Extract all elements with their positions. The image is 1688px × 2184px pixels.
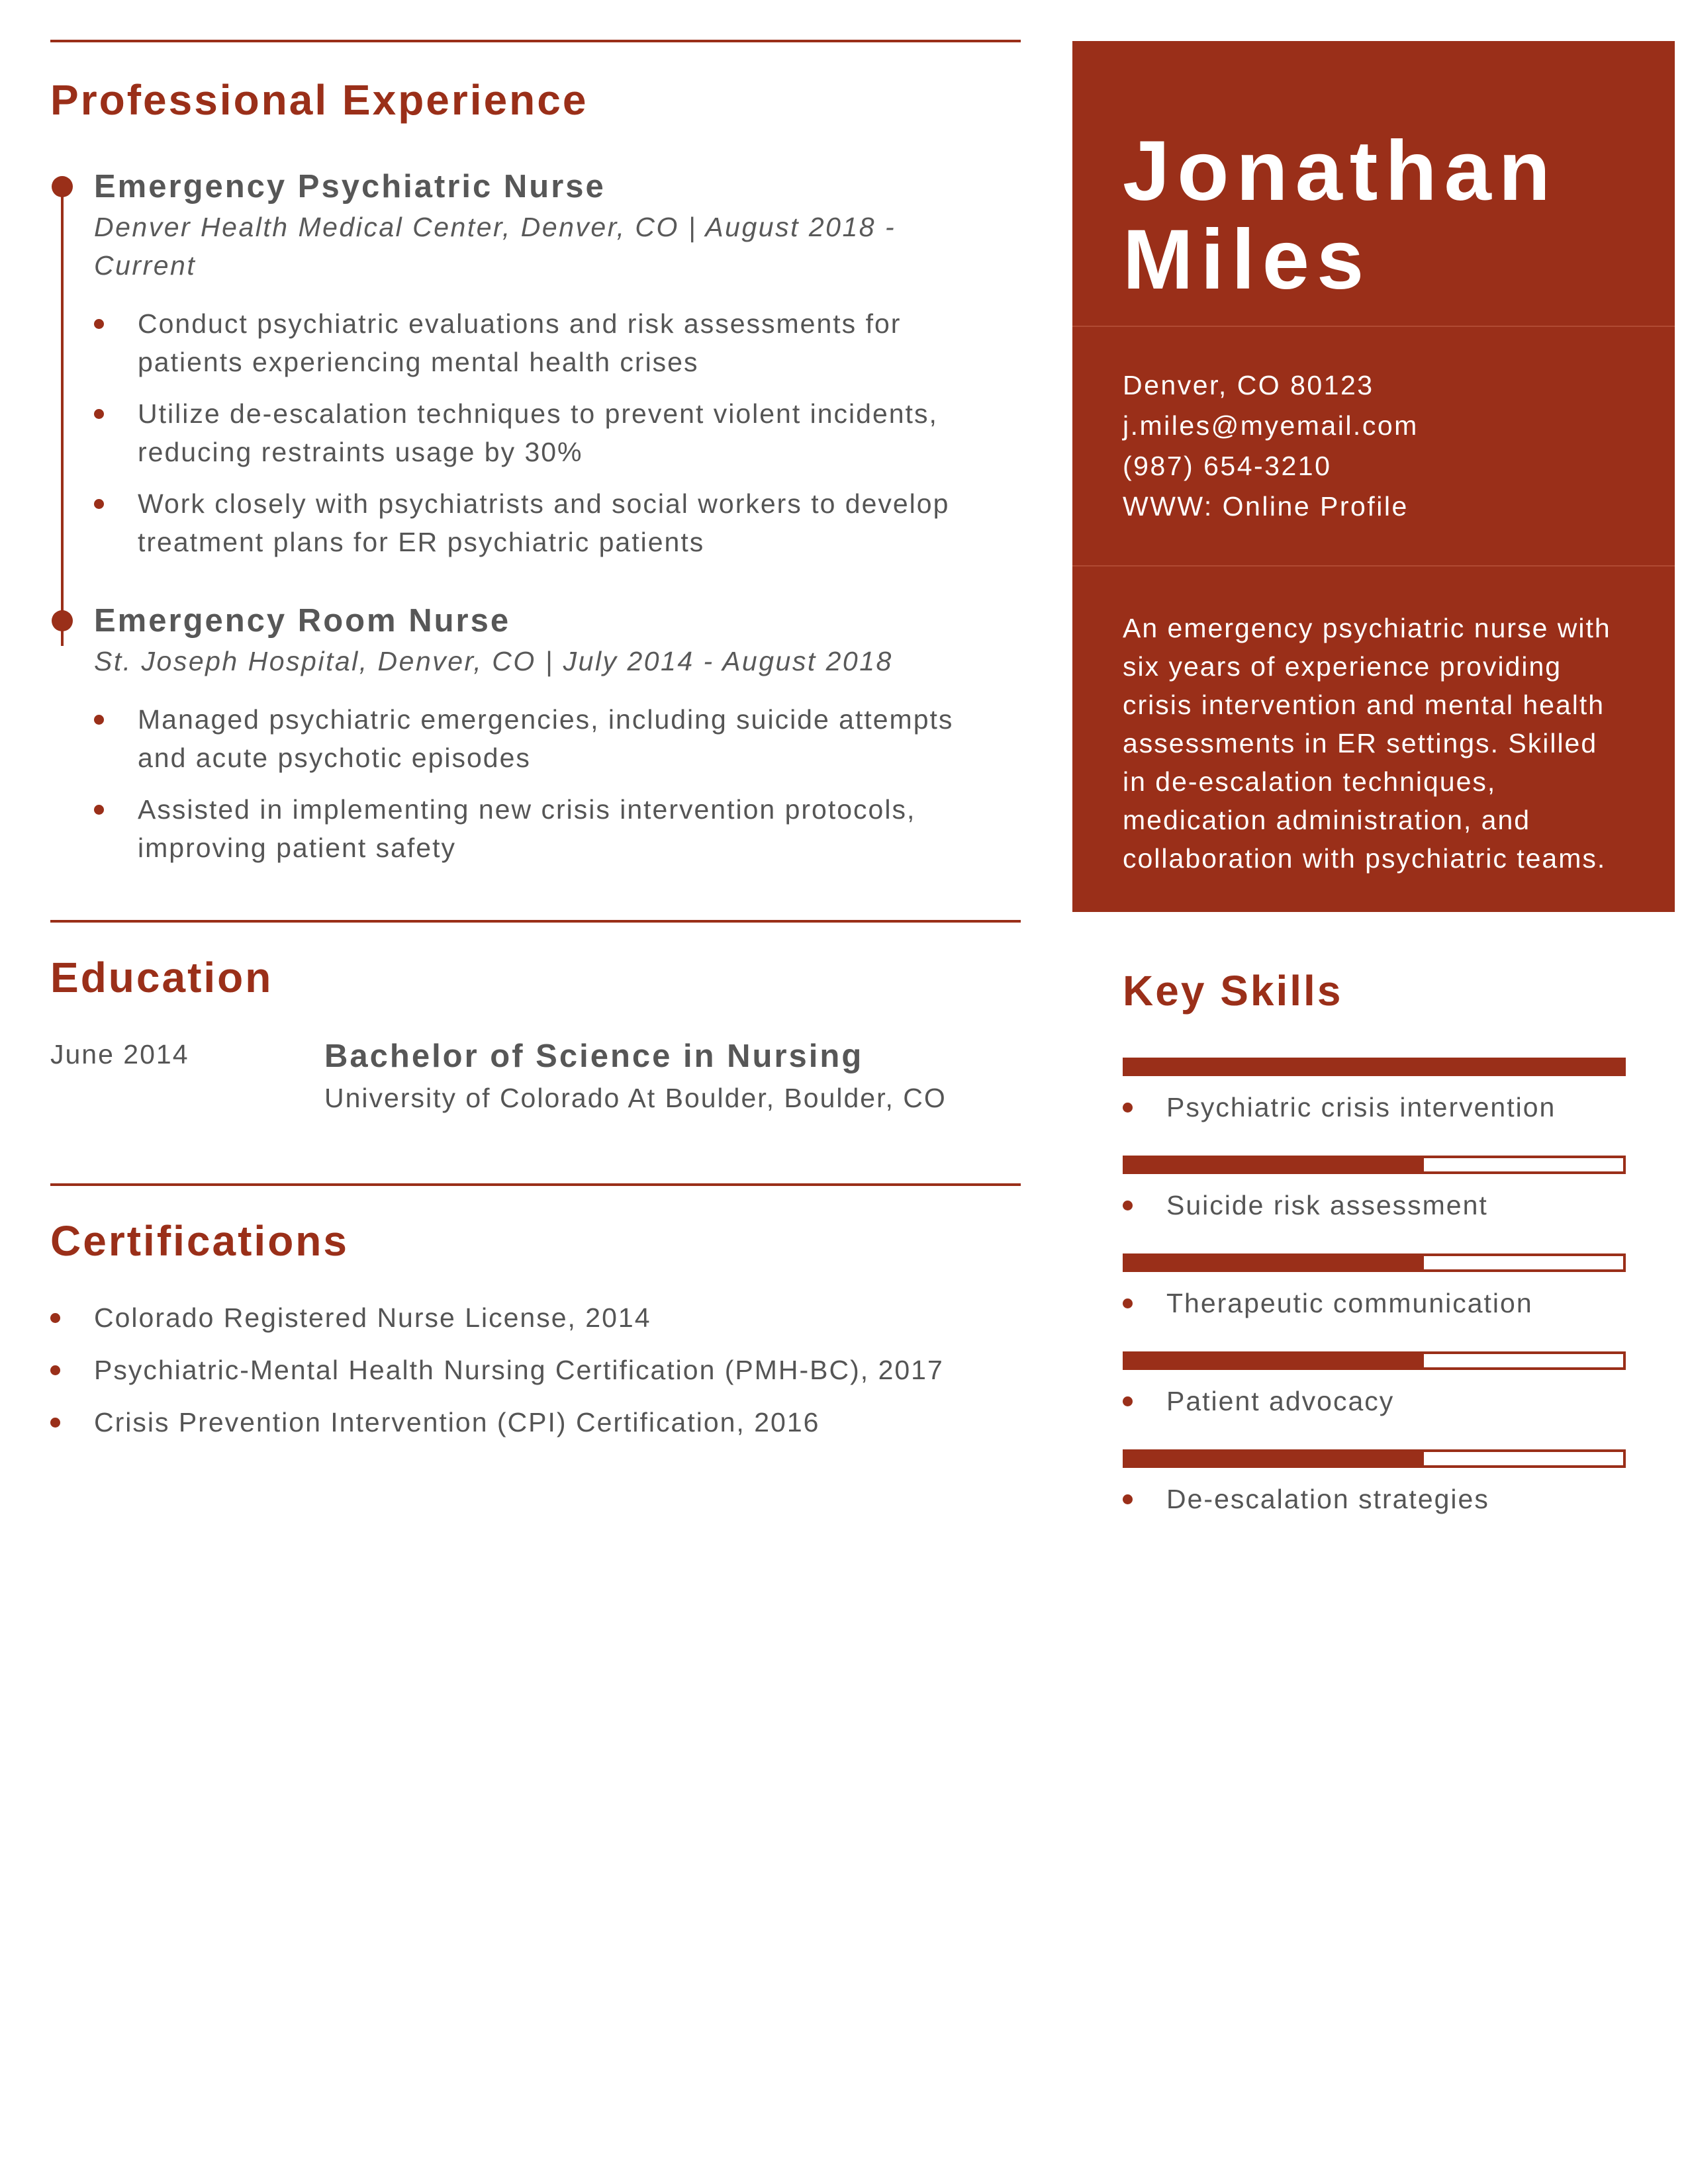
skill-item [1123, 1351, 1626, 1449]
timeline-dot-icon [52, 610, 73, 631]
certifications-list [50, 1298, 1021, 1441]
bullet-icon [94, 805, 104, 815]
section-divider [50, 40, 1021, 42]
bullet-icon [50, 1365, 60, 1375]
experience-section [50, 40, 1021, 867]
list-item [50, 1351, 1021, 1389]
skills-heading: Key Skills [1123, 967, 1343, 1015]
bullet-text: Conduct psychiatric evaluations and risk assessments for patients experiencing mental health crises [138, 308, 902, 377]
job-bullets [94, 700, 1021, 867]
job-title: Emergency Psychiatric Nurse [94, 169, 606, 205]
bullet-text: Assisted in implementing new crisis intervention protocols, improving patient safety [138, 794, 916, 863]
profile-sidebar [1072, 41, 1675, 912]
skill-level-fill [1125, 1256, 1424, 1269]
bullet-icon [1123, 1396, 1133, 1406]
bullet-icon [1123, 1298, 1133, 1308]
skill-text: Patient advocacy [1166, 1386, 1395, 1416]
list-item [50, 1298, 1021, 1337]
skill-level-bar [1123, 1156, 1626, 1174]
contact-phone: (987) 654-3210 [1123, 451, 1332, 481]
skill-level-fill [1125, 1158, 1424, 1171]
skill-level-bar [1123, 1253, 1626, 1272]
education-date: June 2014 [50, 1039, 189, 1069]
sidebar-divider [1072, 326, 1675, 327]
bullet-icon [50, 1313, 60, 1323]
bullet-icon [94, 319, 104, 329]
bullet-icon [94, 409, 104, 419]
skills-list [1123, 1058, 1626, 1547]
list-item [94, 484, 998, 561]
skill-item [1123, 1253, 1626, 1351]
skill-label [1123, 1092, 1556, 1123]
timeline-dot-icon [52, 176, 73, 197]
bullet-text: Managed psychiatric emergencies, including suicide attempts and acute psychotic episodes [138, 704, 954, 773]
certification-text: Psychiatric-Mental Health Nursing Certification (PMH-BC), 2017 [94, 1355, 944, 1385]
skill-level-bar [1123, 1058, 1626, 1076]
skill-item [1123, 1449, 1626, 1547]
section-divider [50, 920, 1021, 923]
profile-summary: An emergency psychiatric nurse with six years of experience providing crisis intervention and mental health assessments in ER settings. Skilled in de-escalation techniques, medication administration, and collaboration with psychiatric teams. [1123, 613, 1611, 874]
education-heading: Education [50, 954, 273, 1001]
skill-text: Suicide risk assessment [1166, 1190, 1488, 1220]
certifications-heading: Certifications [50, 1217, 349, 1265]
bullet-icon [1123, 1201, 1133, 1210]
skill-level-fill [1125, 1452, 1424, 1465]
sidebar-divider [1072, 565, 1675, 567]
bullet-icon [94, 715, 104, 725]
skill-label [1123, 1484, 1489, 1515]
job-meta: St. Joseph Hospital, Denver, CO | July 2014 - August 2018 [94, 646, 893, 676]
certification-text: Colorado Registered Nurse License, 2014 [94, 1302, 651, 1333]
job-bullets [94, 304, 1021, 561]
contact-website[interactable]: WWW: Online Profile [1123, 491, 1409, 522]
name-last: Miles [1123, 212, 1372, 307]
skill-level-fill [1125, 1354, 1424, 1367]
bullet-text: Utilize de-escalation techniques to prevent violent incidents, reducing restraints usage by 30% [138, 398, 938, 467]
bullet-icon [1123, 1494, 1133, 1504]
education-entry [50, 1039, 1021, 1118]
bullet-icon [50, 1418, 60, 1428]
job-title: Emergency Room Nurse [94, 603, 511, 639]
list-item [94, 700, 998, 777]
experience-heading: Professional Experience [50, 76, 588, 124]
list-item [50, 1403, 1021, 1441]
certifications-section [50, 1183, 1021, 1441]
skill-item [1123, 1058, 1626, 1156]
job-entry [50, 601, 1021, 867]
education-school: University of Colorado At Boulder, Boulder, CO [324, 1083, 947, 1113]
skill-level-bar [1123, 1351, 1626, 1370]
skill-text: Therapeutic communication [1166, 1288, 1533, 1318]
skill-level-bar [1123, 1449, 1626, 1468]
bullet-icon [94, 499, 104, 509]
list-item [94, 790, 998, 867]
skill-level-fill [1125, 1060, 1623, 1073]
list-item [94, 304, 998, 381]
skill-text: Psychiatric crisis intervention [1166, 1092, 1556, 1122]
contact-list [1123, 365, 1419, 527]
certification-text: Crisis Prevention Intervention (CPI) Certification, 2016 [94, 1407, 820, 1437]
skill-label [1123, 1288, 1533, 1319]
contact-email[interactable]: j.miles@myemail.com [1123, 410, 1419, 441]
job-entry [50, 167, 1021, 561]
candidate-name [1123, 124, 1558, 307]
bullet-text: Work closely with psychiatrists and social workers to develop treatment plans for ER psychiatric patients [138, 488, 950, 557]
skill-text: De-escalation strategies [1166, 1484, 1489, 1514]
education-degree: Bachelor of Science in Nursing [324, 1038, 864, 1074]
main-column [50, 40, 1021, 1455]
skill-label [1123, 1386, 1394, 1417]
education-section [50, 920, 1021, 1118]
skill-label [1123, 1190, 1488, 1221]
contact-address: Denver, CO 80123 [1123, 370, 1374, 400]
list-item [94, 394, 998, 471]
job-meta: Denver Health Medical Center, Denver, CO | August 2018 - Current [94, 212, 896, 281]
name-first: Jonathan [1123, 124, 1558, 218]
bullet-icon [1123, 1103, 1133, 1113]
skill-item [1123, 1156, 1626, 1253]
section-divider [50, 1183, 1021, 1186]
